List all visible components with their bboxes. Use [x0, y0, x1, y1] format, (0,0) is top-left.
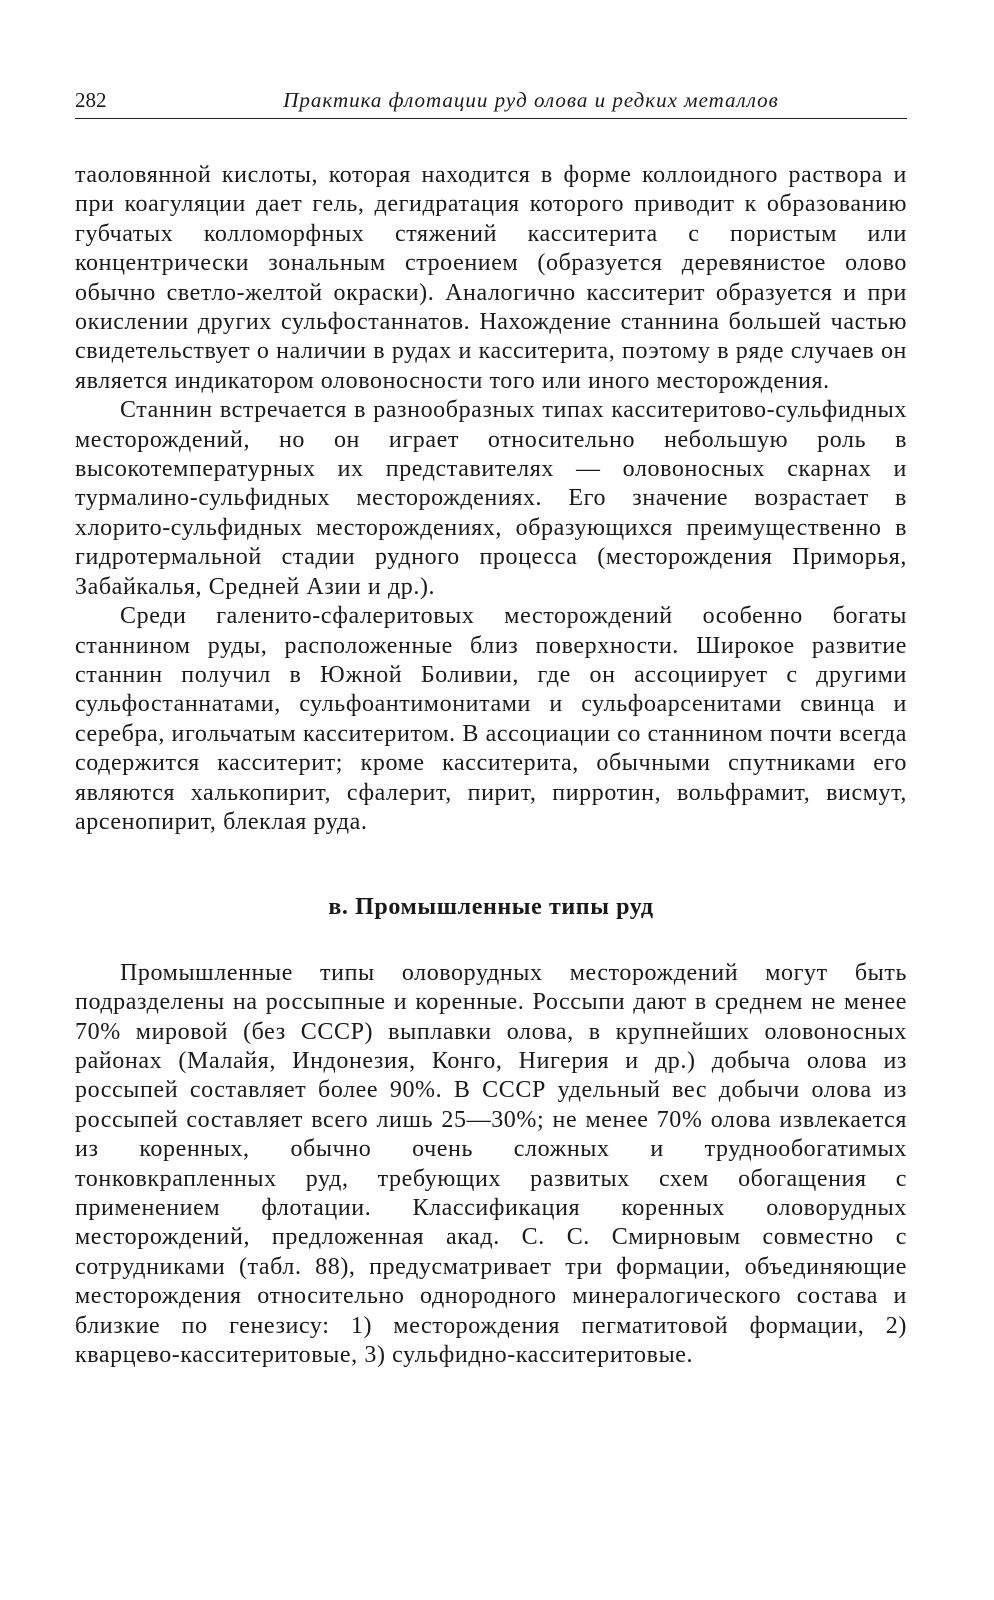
- running-header: [75, 88, 907, 119]
- page-number: 282: [75, 88, 107, 112]
- body-text: [75, 161, 907, 1370]
- paragraph-1: таоловянной кислоты, которая находится в форме коллоидного раствора и при коагуляции дает гель, дегидратация которого приводит к образованию губчатых колломорфных стяжений касситерита с пористым или концентрически зональным строением (образуется деревянистое олово обычно светло-желтой окраски). Аналогично касситерит образуется и при окислении других сульфостаннатов. Нахождение станнина большей частью свидетельствует о наличии в рудах и касситерита, поэтому в ряде случаев он является индикатором оловоносности того или иного месторождения.: [75, 162, 907, 394]
- paragraph-3: Среди галенито-сфалеритовых месторождений особенно богаты станнином руды, расположенные близ поверхности. Широкое развитие станнин получил в Южной Боливии, где он ассоциирует с другими сульфостаннатами, сульфоантимонитами и сульфоарсенитами свинца и серебра, игольчатым касситеритом. В ассоциации со станнином почти всегда содержится касситерит; кроме касситерита, обычными спутниками его являются халькопирит, сфалерит, пирит, пирротин, вольфрамит, висмут, арсенопирит, блеклая руда.: [75, 603, 907, 835]
- document-page: [75, 88, 907, 1370]
- section-paragraph-1: Промышленные типы оловорудных месторождений могут быть подразделены на россыпные и коренные. Россыпи дают в среднем не менее 70% мировой (без СССР) выплавки олова, в крупнейших оловоносных районах (Малайя, Индонезия, Конго, Нигерия и др.) добыча олова из россыпей составляет более 90%. В СССР удельный вес добычи олова из россыпей составляет всего лишь 25—30%; не менее 70% олова извлекается из коренных, обычно очень сложных и труднообогатимых тонковкрапленных руд, требующих развитых схем обогащения с применением флотации. Классификация коренных оловорудных месторождений, предложенная акад. С. С. Смирновым совместно с сотрудниками (табл. 88), предусматривает три формации, объединяющие месторождения относительно однородного минералогического состава и близкие по генезису: 1) месторождения пегматитовой формации, 2) кварцево-касситеритовые, 3) сульфидно-касситеритовые.: [75, 959, 907, 1369]
- section-heading: в. Промышленные типы руд: [328, 894, 654, 921]
- paragraph-2: Станнин встречается в разнообразных типах касситеритово-сульфидных месторождений, но он играет относительно небольшую роль в высокотемпературных их представителях — оловоносных скарнах и турмалино-сульфидных месторождениях. Его значение возрастает в хлорито-сульфидных месторождениях, образующихся преимущественно в гидротермальной стадии рудного процесса (месторождения Приморья, Забайкалья, Средней Азии и др.).: [75, 397, 907, 600]
- running-title: Практика флотации руд олова и редких металлов: [283, 88, 779, 112]
